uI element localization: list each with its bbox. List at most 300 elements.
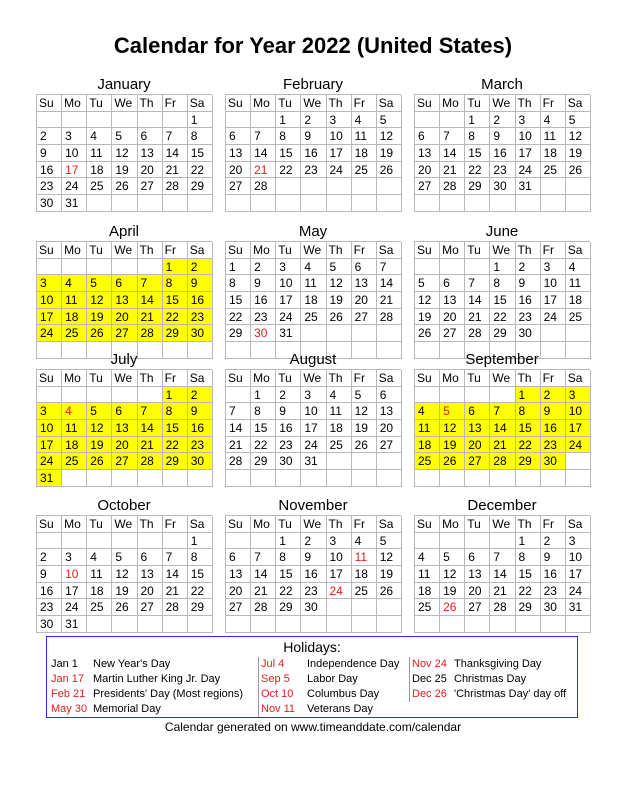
day-cell: 29	[516, 599, 541, 616]
empty-cell	[251, 112, 276, 129]
weekday-header: Sa	[377, 95, 402, 112]
day-cell: 27	[138, 599, 163, 616]
empty-cell	[490, 470, 515, 487]
day-cell: 15	[226, 292, 251, 309]
empty-cell	[352, 470, 377, 487]
holiday-date: Dec 26	[412, 688, 447, 700]
day-cell: 6	[112, 275, 137, 292]
day-cell: 14	[226, 420, 251, 437]
day-cell: 28	[251, 178, 276, 195]
day-cell: 6	[352, 259, 377, 276]
day-cell: 1	[276, 533, 301, 550]
day-cell: 10	[276, 275, 301, 292]
month-january	[36, 75, 212, 211]
day-cell: 21	[226, 437, 251, 454]
day-cell: 28	[138, 325, 163, 342]
weekday-header: Mo	[62, 370, 87, 387]
day-cell: 4	[352, 112, 377, 129]
day-cell: 30	[541, 599, 566, 616]
day-cell: 22	[251, 437, 276, 454]
empty-cell	[87, 616, 112, 633]
day-cell: 28	[465, 325, 490, 342]
day-cell: 3	[62, 549, 87, 566]
weekday-header: We	[301, 242, 326, 259]
empty-cell	[490, 195, 515, 212]
weekday-header: Sa	[566, 242, 591, 259]
day-cell: 24	[37, 325, 62, 342]
holiday-date: Jul 4	[261, 658, 285, 670]
holidays-column-2	[258, 657, 408, 717]
day-cell: 20	[352, 292, 377, 309]
day-cell: 4	[301, 259, 326, 276]
day-cell: 15	[490, 292, 515, 309]
empty-cell	[377, 470, 402, 487]
empty-cell	[163, 195, 188, 212]
day-cell: 27	[377, 437, 402, 454]
weekday-header: We	[490, 242, 515, 259]
weekday-header: Mo	[440, 242, 465, 259]
day-cell: 21	[163, 583, 188, 600]
day-cell: 8	[163, 275, 188, 292]
day-cell: 10	[62, 566, 87, 583]
day-cell: 7	[163, 128, 188, 145]
day-cell: 12	[112, 145, 137, 162]
month-grid	[414, 94, 590, 212]
month-october	[36, 496, 212, 632]
day-cell: 25	[87, 178, 112, 195]
day-cell: 29	[490, 325, 515, 342]
weekday-header: Tu	[87, 370, 112, 387]
day-cell: 9	[541, 403, 566, 420]
day-cell: 15	[516, 566, 541, 583]
day-cell: 20	[226, 583, 251, 600]
empty-cell	[465, 387, 490, 404]
day-cell: 5	[87, 403, 112, 420]
empty-cell	[276, 470, 301, 487]
empty-cell	[377, 325, 402, 342]
day-cell: 17	[37, 437, 62, 454]
holiday-date: Sep 5	[261, 673, 290, 685]
day-cell: 23	[516, 309, 541, 326]
empty-cell	[490, 616, 515, 633]
weekday-header: Th	[516, 370, 541, 387]
empty-cell	[112, 616, 137, 633]
month-grid	[36, 94, 212, 212]
day-cell: 19	[352, 420, 377, 437]
day-cell: 17	[566, 566, 591, 583]
weekday-header: We	[112, 370, 137, 387]
day-cell: 6	[226, 549, 251, 566]
day-cell: 2	[276, 387, 301, 404]
day-cell: 12	[87, 292, 112, 309]
day-cell: 4	[87, 549, 112, 566]
day-cell: 13	[112, 292, 137, 309]
weekday-header: Tu	[276, 370, 301, 387]
weekday-header: Fr	[352, 516, 377, 533]
empty-cell	[62, 470, 87, 487]
day-cell: 7	[163, 549, 188, 566]
empty-cell	[163, 470, 188, 487]
day-cell: 12	[415, 292, 440, 309]
day-cell: 7	[138, 275, 163, 292]
day-cell: 2	[541, 387, 566, 404]
day-cell: 11	[87, 145, 112, 162]
weekday-header: Fr	[163, 516, 188, 533]
empty-cell	[37, 112, 62, 129]
day-cell: 5	[112, 549, 137, 566]
month-april	[36, 222, 212, 358]
weekday-header: Th	[516, 95, 541, 112]
holiday-name: Veterans Day	[307, 703, 374, 715]
day-cell: 12	[87, 420, 112, 437]
day-cell: 2	[301, 533, 326, 550]
holiday-name: Memorial Day	[93, 703, 161, 715]
day-cell: 14	[251, 145, 276, 162]
weekday-header: Su	[415, 95, 440, 112]
weekday-header: Mo	[251, 516, 276, 533]
month-grid	[225, 94, 401, 212]
empty-cell	[440, 112, 465, 129]
day-cell: 12	[112, 566, 137, 583]
empty-cell	[541, 195, 566, 212]
month-name: December	[467, 497, 537, 514]
empty-cell	[251, 470, 276, 487]
empty-cell	[377, 178, 402, 195]
day-cell: 22	[276, 583, 301, 600]
day-cell: 10	[541, 275, 566, 292]
holiday-row	[51, 702, 253, 717]
holiday-name: New Year's Day	[93, 658, 171, 670]
month-name: January	[97, 76, 151, 93]
day-cell: 26	[440, 599, 465, 616]
day-cell: 31	[566, 599, 591, 616]
day-cell: 16	[251, 292, 276, 309]
empty-cell	[276, 195, 301, 212]
day-cell: 3	[301, 387, 326, 404]
day-cell: 23	[276, 437, 301, 454]
day-cell: 20	[138, 162, 163, 179]
day-cell: 17	[327, 566, 352, 583]
weekday-header: Sa	[188, 242, 213, 259]
weekday-header: Mo	[251, 242, 276, 259]
weekday-header: Mo	[62, 516, 87, 533]
day-cell: 11	[566, 275, 591, 292]
empty-cell	[440, 195, 465, 212]
empty-cell	[138, 533, 163, 550]
month-name: March	[481, 76, 523, 93]
page-title: Calendar for Year 2022 (United States)	[113, 33, 513, 58]
day-cell: 10	[566, 549, 591, 566]
day-cell: 30	[37, 195, 62, 212]
day-cell: 29	[226, 325, 251, 342]
day-cell: 30	[276, 453, 301, 470]
weekday-header: Th	[138, 242, 163, 259]
empty-cell	[251, 533, 276, 550]
day-cell: 7	[251, 549, 276, 566]
holiday-name: Labor Day	[307, 673, 358, 685]
day-cell: 28	[251, 599, 276, 616]
day-cell: 30	[37, 616, 62, 633]
empty-cell	[37, 533, 62, 550]
day-cell: 15	[188, 566, 213, 583]
empty-cell	[37, 387, 62, 404]
day-cell: 6	[112, 403, 137, 420]
day-cell: 29	[465, 178, 490, 195]
day-cell: 29	[188, 599, 213, 616]
day-cell: 25	[352, 583, 377, 600]
empty-cell	[112, 533, 137, 550]
day-cell: 30	[490, 178, 515, 195]
day-cell: 18	[566, 292, 591, 309]
holiday-row	[51, 657, 253, 672]
empty-cell	[327, 325, 352, 342]
day-cell: 9	[251, 275, 276, 292]
empty-cell	[87, 470, 112, 487]
day-cell: 12	[377, 128, 402, 145]
weekday-header: Sa	[188, 370, 213, 387]
empty-cell	[251, 616, 276, 633]
day-cell: 26	[327, 309, 352, 326]
day-cell: 19	[440, 583, 465, 600]
day-cell: 23	[541, 583, 566, 600]
day-cell: 5	[377, 533, 402, 550]
empty-cell	[465, 470, 490, 487]
day-cell: 10	[37, 420, 62, 437]
day-cell: 6	[226, 128, 251, 145]
day-cell: 28	[440, 178, 465, 195]
month-grid	[36, 369, 212, 487]
empty-cell	[188, 470, 213, 487]
day-cell: 16	[188, 420, 213, 437]
day-cell: 30	[251, 325, 276, 342]
day-cell: 21	[251, 162, 276, 179]
empty-cell	[415, 195, 440, 212]
empty-cell	[226, 387, 251, 404]
weekday-header: Fr	[163, 95, 188, 112]
empty-cell	[87, 112, 112, 129]
day-cell: 13	[440, 292, 465, 309]
day-cell: 19	[377, 566, 402, 583]
day-cell: 14	[138, 292, 163, 309]
day-cell: 18	[541, 145, 566, 162]
day-cell: 5	[566, 112, 591, 129]
day-cell: 11	[415, 420, 440, 437]
weekday-header: Tu	[276, 95, 301, 112]
month-grid	[414, 515, 590, 633]
day-cell: 8	[276, 128, 301, 145]
empty-cell	[465, 195, 490, 212]
day-cell: 5	[440, 403, 465, 420]
day-cell: 17	[301, 420, 326, 437]
day-cell: 14	[440, 145, 465, 162]
day-cell: 16	[301, 566, 326, 583]
day-cell: 15	[251, 420, 276, 437]
weekday-header: Th	[327, 516, 352, 533]
empty-cell	[62, 533, 87, 550]
day-cell: 12	[440, 420, 465, 437]
month-september	[414, 350, 590, 486]
day-cell: 29	[163, 453, 188, 470]
weekday-header: Mo	[62, 95, 87, 112]
day-cell: 5	[112, 128, 137, 145]
day-cell: 2	[541, 533, 566, 550]
weekday-header: We	[112, 95, 137, 112]
weekday-header: Su	[226, 95, 251, 112]
holiday-name: Independence Day	[307, 658, 400, 670]
day-cell: 26	[377, 583, 402, 600]
empty-cell	[465, 259, 490, 276]
empty-cell	[327, 178, 352, 195]
day-cell: 17	[327, 145, 352, 162]
day-cell: 11	[415, 566, 440, 583]
day-cell: 11	[327, 403, 352, 420]
empty-cell	[112, 470, 137, 487]
day-cell: 1	[465, 112, 490, 129]
day-cell: 25	[62, 325, 87, 342]
holiday-name: Columbus Day	[307, 688, 380, 700]
day-cell: 8	[516, 549, 541, 566]
day-cell: 27	[226, 178, 251, 195]
day-cell: 7	[251, 128, 276, 145]
empty-cell	[352, 325, 377, 342]
weekday-header: Fr	[352, 95, 377, 112]
day-cell: 11	[301, 275, 326, 292]
day-cell: 30	[541, 453, 566, 470]
weekday-header: We	[301, 370, 326, 387]
empty-cell	[301, 470, 326, 487]
weekday-header: Su	[37, 516, 62, 533]
day-cell: 28	[163, 178, 188, 195]
month-name: July	[110, 351, 138, 368]
weekday-header: Sa	[377, 516, 402, 533]
day-cell: 27	[138, 178, 163, 195]
day-cell: 14	[251, 566, 276, 583]
empty-cell	[327, 599, 352, 616]
day-cell: 13	[112, 420, 137, 437]
weekday-header: Tu	[465, 95, 490, 112]
empty-cell	[566, 616, 591, 633]
day-cell: 15	[465, 145, 490, 162]
day-cell: 7	[490, 549, 515, 566]
holiday-date: Nov 24	[412, 658, 447, 670]
day-cell: 26	[440, 453, 465, 470]
day-cell: 21	[163, 162, 188, 179]
weekday-header: Fr	[541, 370, 566, 387]
day-cell: 29	[516, 453, 541, 470]
day-cell: 16	[37, 162, 62, 179]
empty-cell	[352, 195, 377, 212]
day-cell: 5	[415, 275, 440, 292]
day-cell: 16	[541, 566, 566, 583]
month-june	[414, 222, 590, 358]
month-december	[414, 496, 590, 632]
day-cell: 21	[251, 583, 276, 600]
holiday-date: Oct 10	[261, 688, 294, 700]
empty-cell	[327, 195, 352, 212]
day-cell: 19	[112, 162, 137, 179]
day-cell: 28	[490, 599, 515, 616]
empty-cell	[112, 259, 137, 276]
day-cell: 26	[377, 162, 402, 179]
weekday-header: Mo	[440, 516, 465, 533]
day-cell: 9	[276, 403, 301, 420]
holiday-date: May 30	[51, 703, 88, 715]
day-cell: 13	[226, 145, 251, 162]
empty-cell	[327, 470, 352, 487]
day-cell: 20	[112, 437, 137, 454]
empty-cell	[188, 195, 213, 212]
day-cell: 18	[301, 292, 326, 309]
day-cell: 25	[415, 599, 440, 616]
day-cell: 23	[541, 437, 566, 454]
day-cell: 26	[352, 437, 377, 454]
empty-cell	[138, 259, 163, 276]
day-cell: 4	[415, 403, 440, 420]
empty-cell	[87, 259, 112, 276]
empty-cell	[566, 195, 591, 212]
empty-cell	[301, 195, 326, 212]
day-cell: 13	[465, 420, 490, 437]
day-cell: 7	[226, 403, 251, 420]
weekday-header: Tu	[87, 95, 112, 112]
day-cell: 6	[415, 128, 440, 145]
day-cell: 9	[301, 549, 326, 566]
empty-cell	[415, 470, 440, 487]
empty-cell	[276, 178, 301, 195]
month-november	[225, 496, 401, 632]
weekday-header: Th	[516, 516, 541, 533]
day-cell: 10	[62, 145, 87, 162]
day-cell: 29	[163, 325, 188, 342]
empty-cell	[226, 533, 251, 550]
day-cell: 17	[62, 583, 87, 600]
month-grid	[225, 515, 401, 633]
day-cell: 23	[301, 583, 326, 600]
month-february	[225, 75, 401, 211]
empty-cell	[112, 112, 137, 129]
day-cell: 4	[62, 275, 87, 292]
day-cell: 20	[138, 583, 163, 600]
weekday-header: Su	[415, 370, 440, 387]
day-cell: 27	[465, 453, 490, 470]
day-cell: 25	[566, 309, 591, 326]
day-cell: 17	[37, 309, 62, 326]
weekday-header: Tu	[87, 516, 112, 533]
day-cell: 7	[490, 403, 515, 420]
empty-cell	[138, 470, 163, 487]
day-cell: 22	[465, 162, 490, 179]
day-cell: 12	[352, 403, 377, 420]
empty-cell	[440, 259, 465, 276]
day-cell: 24	[301, 437, 326, 454]
empty-cell	[415, 387, 440, 404]
weekday-header: We	[112, 516, 137, 533]
day-cell: 16	[188, 292, 213, 309]
day-cell: 13	[352, 275, 377, 292]
day-cell: 1	[163, 387, 188, 404]
empty-cell	[566, 325, 591, 342]
day-cell: 3	[37, 275, 62, 292]
empty-cell	[541, 325, 566, 342]
day-cell: 9	[516, 275, 541, 292]
empty-cell	[415, 616, 440, 633]
day-cell: 3	[276, 259, 301, 276]
day-cell: 24	[327, 583, 352, 600]
holiday-row	[51, 687, 253, 702]
day-cell: 30	[188, 453, 213, 470]
empty-cell	[352, 453, 377, 470]
day-cell: 23	[188, 437, 213, 454]
